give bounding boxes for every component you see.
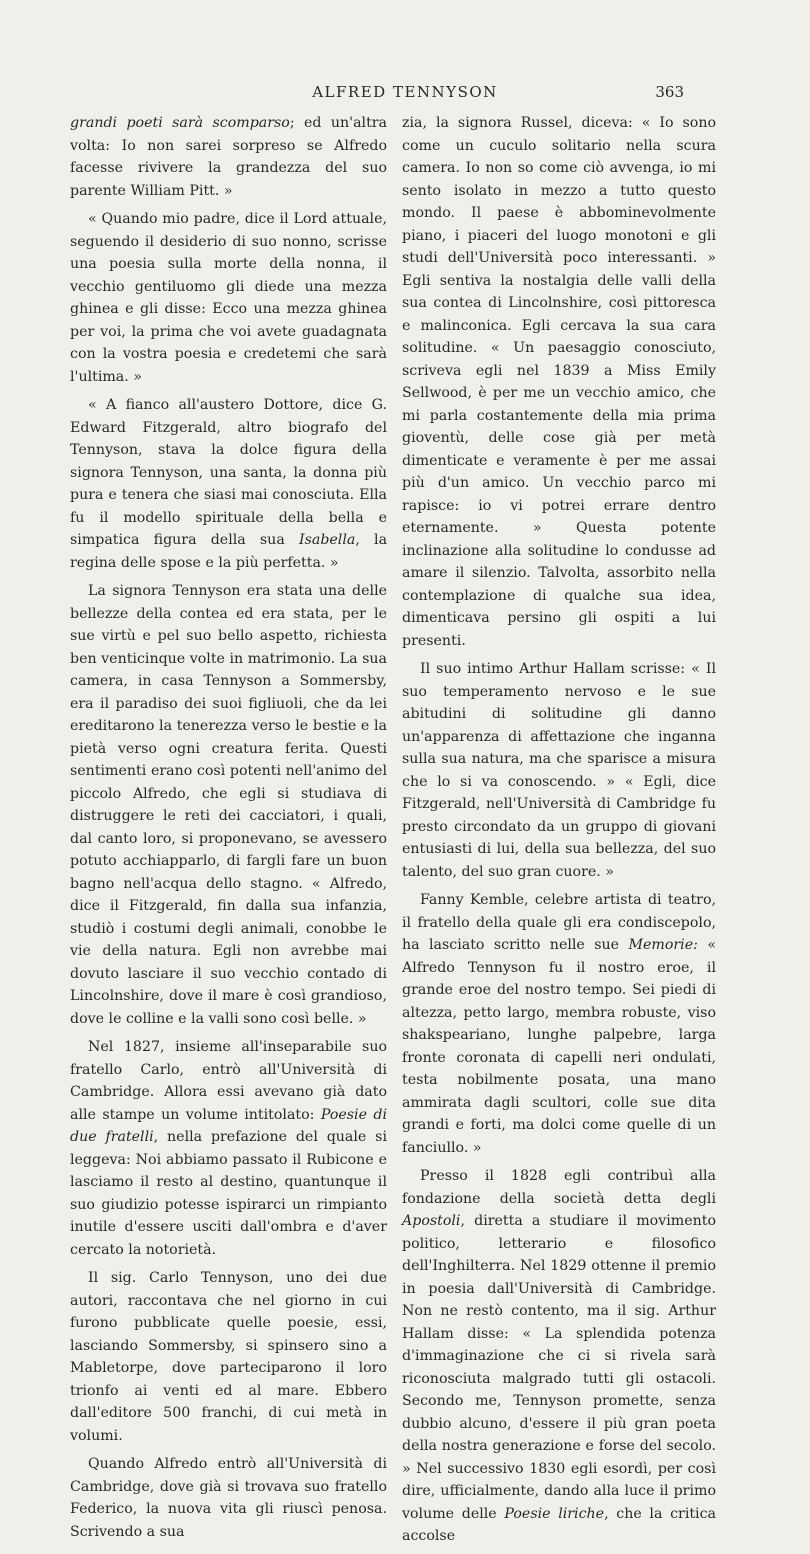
paragraph: « A fianco all'austero Dottore, dice G. Edward Fitzgerald, altro biografo del Tennyson, stava la dolce figura della signora Tennyson, una santa, la donna più pura e tenera che siasi mai conosciuta. Ella fu il modello spirituale della bella e simpatica figura della sua Isabella, la regina delle spose e la più perfetta. »: [70, 397, 388, 571]
italic-text: Apostoli: [402, 1213, 461, 1229]
paragraph: grandi poeti sarà scomparso; ed un'altra volta: Io non sarei sorpreso se Alfredo facesse rivivere la grandezza del suo parente William Pitt. »: [70, 115, 388, 199]
running-title: ALFRED TENNYSON: [312, 83, 498, 101]
paragraph: Il suo intimo Arthur Hallam scrisse: « Il suo temperamento nervoso e le sue abitudini di solitudine gli danno un'apparenza di affettazione che inganna sulla sua natura, ma che sparisce a misura che lo si va conoscendo. » « Egli, dice Fitzgerald, nell'Università di Cambridge fu presto circondato da un gruppo di giovani entusiasti di lui, della sua bellezza, del suo talento, del suo gran cuore. »: [402, 661, 716, 880]
italic-text: grandi poeti sarà scomparso: [70, 115, 290, 131]
italic-text: Memorie:: [628, 937, 698, 953]
running-head: [0, 80, 810, 104]
paragraph: Il sig. Carlo Tennyson, uno dei due autori, raccontava che nel giorno in cui furono pubblicate quelle poesie, essi, lasciando Sommersby, si spinsero sino a Mabletorpe, dove parteciparono il loro trionfo ai venti ed al mare. Ebbero dall'editore 500 franchi, di cui metà in volumi.: [70, 1270, 387, 1444]
italic-text: Poesie liriche: [504, 1505, 605, 1522]
paragraph: Presso il 1828 egli contribuì alla fondazione della società detta degli Apostoli, diretta a studiare il movimento politico, letterario e filosofico dell'Inghilterra. Nel 1829 ottenne il premio in poesia dall'Università di Cambridge. Non ne restò contento, ma il sig. Arthur Hallam disse: « La splendida potenza d'immaginazione che ci si rivela sarà riconosciuta malgrado tutti gli ostacoli. Secondo me, Tennyson promette, senza dubbio alcuno, d'essere il più gran poeta della nostra generazione e forse del secolo. » Nel successivo 1830 egli esordì, per così dire, ufficialmente, dando alla luce il primo volume delle Poesie liriche, che la critica accolse: [402, 1168, 716, 1544]
paragraph: La signora Tennyson era stata una delle bellezze della contea ed era stata, per le sue virtù e pel suo bello aspetto, richiesta ben venticinque volte in matrimonio. La sua camera, in casa Tennyson a Sommersby, era il paradiso dei suoi figliuoli, che da lei ereditarono la tenerezza verso le bestie e la pietà verso ogni creatura ferita. Questi sentimenti erano così potenti nell'animo del piccolo Alfredo, che egli si studiava di distruggere le reti dei cacciatori, i quali, dal canto loro, si proponevano, se avessero potuto acchiapparlo, di fargli fare un buon bagno nell'acqua dello stagno. « Alfredo, dice il Fitzgerald, fin dalla sua infanzia, studiò i costumi degli animali, conobbe le vie della natura. Egli non avrebbe mai dovuto lasciare il suo vecchio contado di Lincolnshire, dove il mare è così grandioso, dove le colline e la valli sono così belle. »: [70, 583, 387, 1027]
paragraph: Fanny Kemble, celebre artista di teatro, il fratello della quale gli era condiscepolo, ha lasciato scritto nelle sue Memorie: « Alfredo Tennyson fu il nostro eroe, il grande eroe del nostro tempo. Sei piedi di altezza, petto largo, membra robuste, viso shakspeariano, lunghe palpebre, larga fronte coronata di capelli neri ondulati, testa nobilmente posata, una mano ammirata dagli scultori, colle sue dita grandi e forti, ma dolci come quelle di un fanciullo. »: [402, 892, 716, 1156]
paragraph: Quando Alfredo entrò all'Università di Cambridge, dove già si trovava suo fratello Federico, la nuova vita gli riuscì penosa. Scrivendo a sua: [70, 1456, 387, 1540]
right-column: [402, 112, 716, 1554]
paragraph: Nel 1827, insieme all'inseparabile suo fratello Carlo, entrò all'Università di Cambridge. Allora essi avevano già dato alle stampe un volume intitolato: Poesie di due fratelli, nella prefazione del quale si leggeva: Noi abbiamo passato il Rubicone e lasciamo il resto al destino, quantunque il suo giudizio potesse ispirarci un rimpianto inutile d'essere usciti dall'ombra e d'aver cercato la notorietà.: [70, 1039, 387, 1258]
paragraph: « Quando mio padre, dice il Lord attuale, seguendo il desiderio di suo nonno, scrisse una poesia sulla morte della nonna, il vecchio gentiluomo gli diede una mezza ghinea e gli disse: Ecco una mezza ghinea per voi, la prima che voi avete guadagnata con la vostra poesia e credetemi che sarà l'ultima. »: [70, 211, 387, 385]
page-number: 363: [655, 83, 684, 101]
italic-text: Poesie di due fratelli: [70, 1106, 387, 1145]
italic-text: Isabella: [298, 532, 356, 548]
left-column: [70, 112, 387, 1549]
paragraph: zia, la signora Russel, diceva: « Io sono come un cuculo solitario nella scura camera. Io non so come ciò avvenga, io mi sento isolato in mezzo a tutto questo mondo. Il paese è abbominevolmente piano, i piaceri del luogo monotoni e gli studi dell'Università poco interessanti. » Egli sentiva la nostalgia delle valli della sua contea di Lincolnshire, così pittoresca e malinconica. Egli cercava la sua cara solitudine. « Un paesaggio conosciuto, scriveva egli nel 1839 a Miss Emily Sellwood, è per me un vecchio amico, che mi parla costantemente della mia prima gioventù, delle cose già per metà dimenticate e veramente è per me assai più d'un amico. Un vecchio parco mi rapisce: io vi potrei errare dentro eternamente. » Questa potente inclinazione alla solitudine lo condusse ad amare il silenzio. Talvolta, assorbito nella contemplazione di qualche sua idea, dimenticava persino gli ospiti a lui presenti.: [402, 115, 716, 649]
